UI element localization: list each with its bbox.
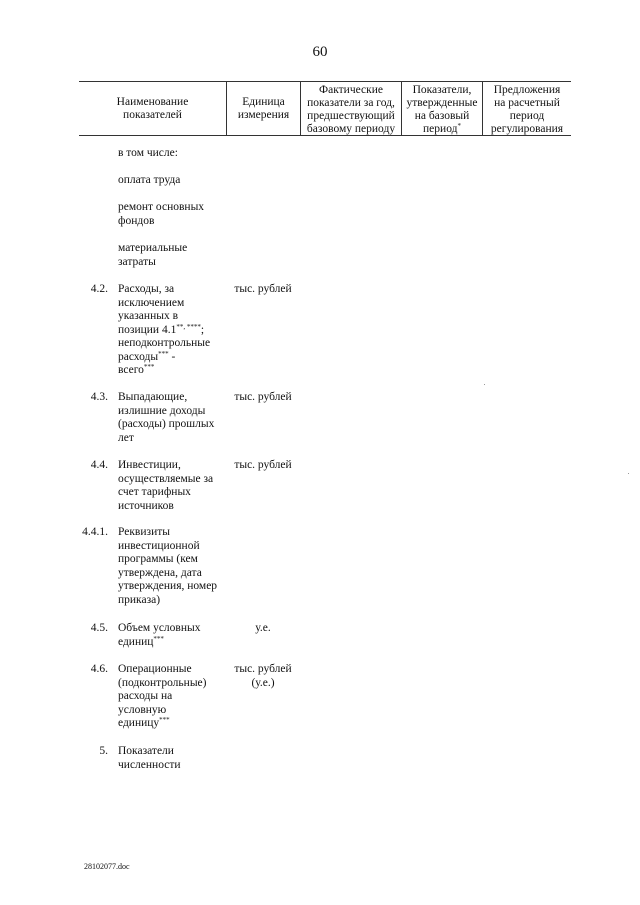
row-indicator-name: в том числе: [118, 147, 178, 159]
row-unit: тыс. рублей [234, 459, 292, 471]
row-unit: тыс. рублей (у.е.) [234, 663, 292, 689]
table-top-rule [79, 81, 571, 82]
row-unit: тыс. рублей [234, 391, 292, 403]
row-number: 4.4. [90, 459, 108, 471]
header-actual-prev-year: Фактические показатели за год, предшествующий базовому периоду [306, 84, 396, 135]
footnote-mark: * [457, 122, 461, 130]
row-indicator-name: Реквизиты инвестиционной программы (кем утверждена, дата утверждения, номер приказа) [118, 526, 218, 606]
header-proposals: Предложения на расчетный период регулирования [490, 84, 564, 135]
header-approved-base: Показатели, утвержденные на базовый период* [406, 84, 478, 135]
footnote-mark: *** [159, 716, 170, 724]
scan-speck [484, 384, 485, 385]
row-unit: тыс. рублей [234, 283, 292, 295]
row-indicator-name: Объем условных единиц*** [118, 622, 201, 648]
footnote-mark: *** [158, 349, 169, 358]
page-number: 60 [312, 44, 328, 60]
header-indicator-name: Наименование показателей [116, 96, 189, 121]
row-number: 4.3. [90, 391, 108, 403]
row-indicator-name: Операционные (подконтрольные) расходы на условную единицу*** [118, 663, 207, 729]
row-indicator-name: материальные затраты [118, 242, 188, 268]
row-number: 4.4.1. [82, 526, 108, 538]
footnote-mark: *** [143, 363, 155, 371]
row-unit: у.е. [255, 622, 271, 634]
row-indicator-name: оплата труда [118, 174, 181, 186]
row-indicator-name: Показатели численности [118, 745, 181, 771]
footnote-mark: *** [153, 634, 164, 643]
row-indicator-name: ремонт основных фондов [118, 201, 205, 227]
row-number: 5. [99, 745, 108, 757]
row-indicator-name: Инвестиции, осуществляемые за счет тарифных источников [118, 459, 214, 512]
row-number: 4.6. [90, 663, 108, 675]
scan-speck [628, 473, 629, 474]
header-unit: Единица измерения [237, 96, 290, 121]
footnote-mark: **, **** [176, 322, 201, 331]
row-indicator-name: Выпадающие, излишние доходы (расходы) прошлых лет [118, 391, 215, 444]
row-number: 4.5. [90, 622, 108, 634]
file-name-footer: 28102077.doc [84, 862, 130, 871]
row-indicator-name: Расходы, за исключением указанных в позиции 4.1**, ****; неподконтрольные расходы*** - всего*** [118, 283, 211, 376]
row-number: 4.2. [90, 283, 108, 295]
